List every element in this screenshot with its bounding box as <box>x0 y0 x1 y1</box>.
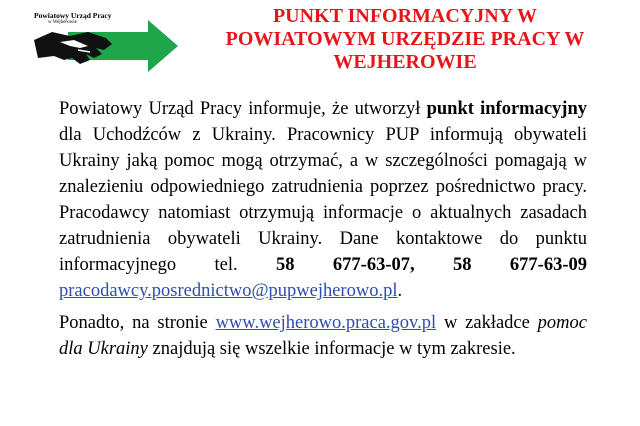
title-line-3: WEJHEROWIE <box>333 51 477 73</box>
document-body <box>59 96 587 362</box>
title-line-1: PUNKT INFORMACYJNY W <box>272 5 538 27</box>
page-title <box>190 5 620 74</box>
phone-1: 58 677-63-07, <box>276 255 415 275</box>
p1-text-2: dla Uchodźców z Ukrainy. Pracownicy PUP informują obywateli Ukrainy jaką pomoc mogą otrzymać, a w szczególności pomagają w znalezieniu odpowiedniego zatrudnienia poprzez pośrednictwo pracy. Pracodawcy natomiast otrzymują informacje o aktualnych zasadach zatrudnienia obywateli Ukrainy. Dane kontaktowe do punktu informacyjnego tel. <box>59 125 587 275</box>
p2-text-1: Ponadto, na stronie <box>59 313 216 333</box>
p1-bold: punkt informacyjny <box>426 99 587 119</box>
p2-text-3: znajdują się wszelkie informacje w tym zakresie. <box>147 339 516 359</box>
phone-2: 58 677-63-09 <box>453 255 587 275</box>
paragraph-1 <box>59 96 587 304</box>
logo <box>30 10 180 74</box>
paragraph-2 <box>59 310 587 362</box>
logo-subtext: w Wejherowie <box>48 20 77 25</box>
website-link[interactable]: www.wejherowo.praca.gov.pl <box>215 313 437 333</box>
p2-text-2: w zakładce <box>436 313 538 333</box>
email-link[interactable]: pracodawcy.posrednictwo@pupwejherowo.pl <box>59 281 398 301</box>
p1-end: . <box>397 281 403 301</box>
p1-text-1: Powiatowy Urząd Pracy informuje, że utworzył <box>59 99 427 119</box>
title-line-2: POWIATOWYM URZĘDZIE PRACY W <box>225 28 585 50</box>
logo-text: Powiatowy Urząd Pracy w Wejherowie <box>34 11 112 25</box>
p2-italic: pomoc dla Ukrainy <box>59 313 587 359</box>
